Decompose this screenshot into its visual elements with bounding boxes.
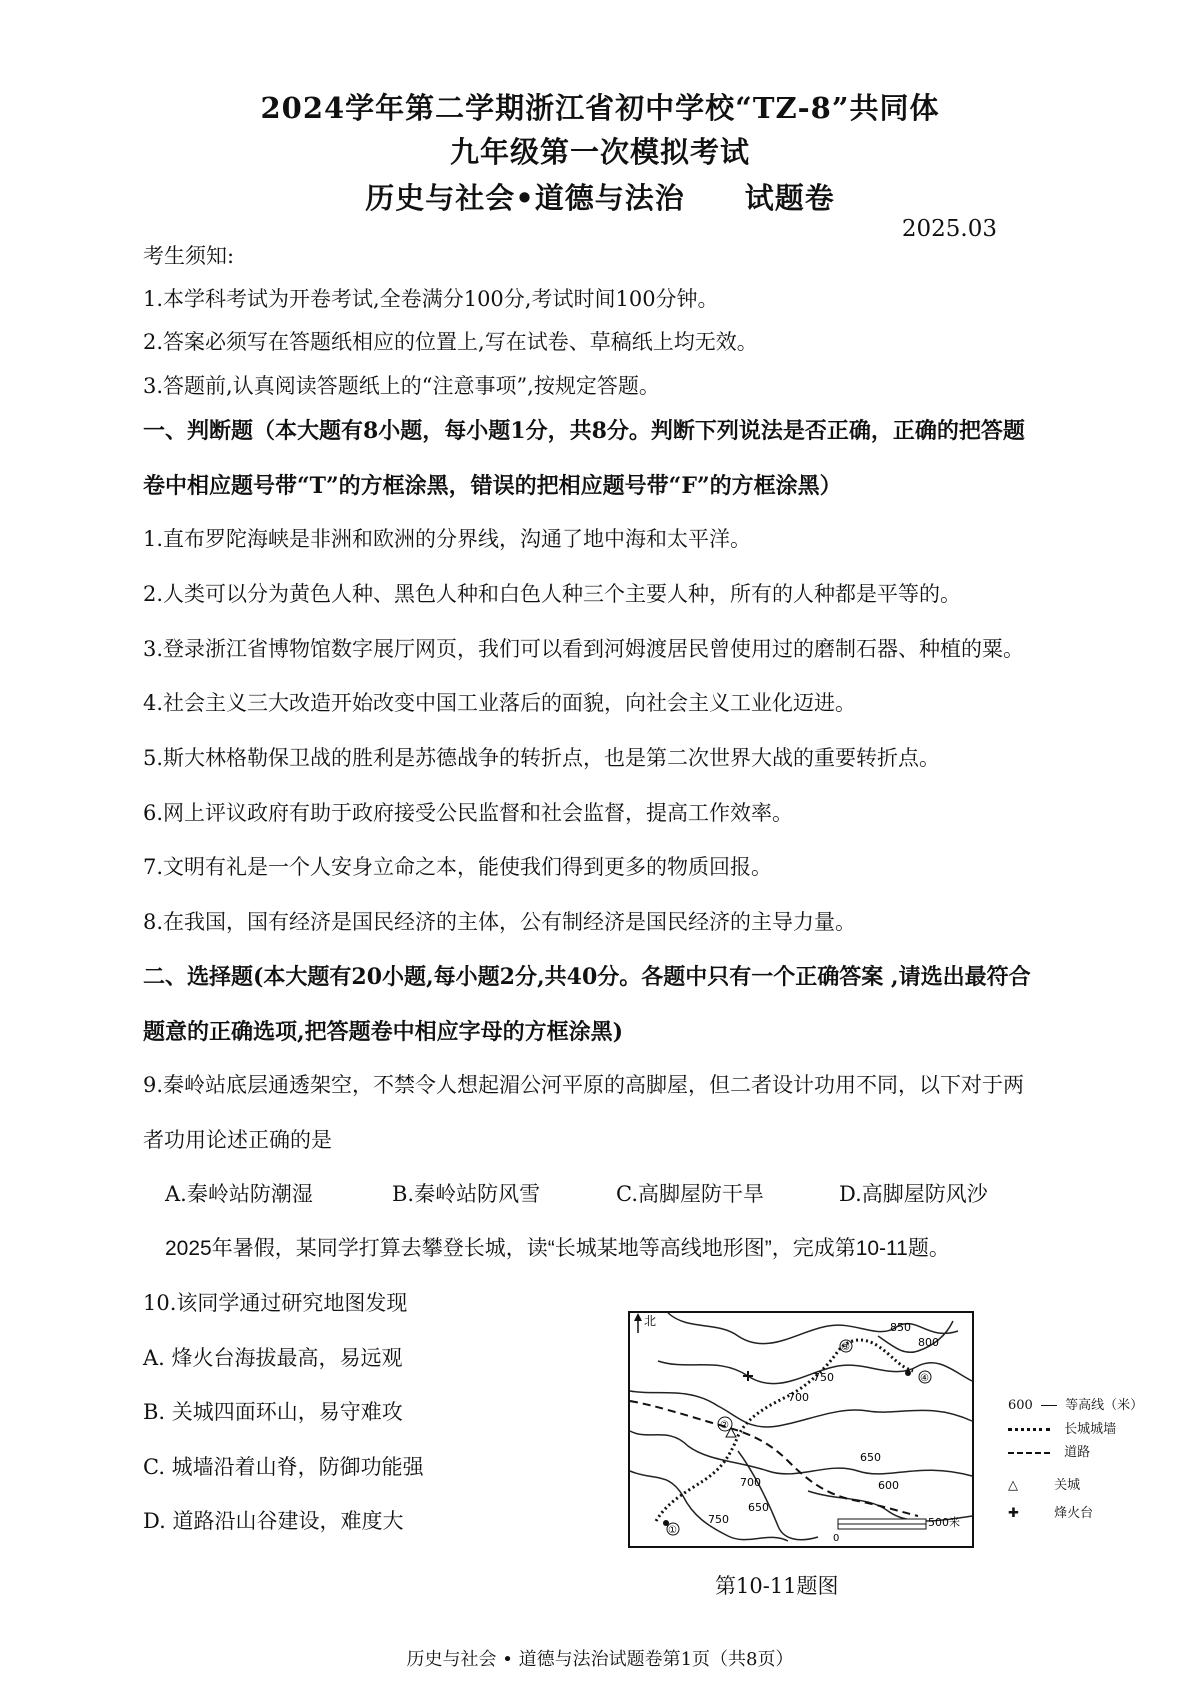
contour-value: 750 [813, 1371, 834, 1384]
notice-item: 3.答题前,认真阅读答题纸上的“注意事项”,按规定答题。 [143, 374, 660, 398]
judgement-question: 4.社会主义三大改造开始改变中国工业落后的面貌，向社会主义工业化迈进。 [143, 691, 857, 715]
contour-value: 650 [748, 1501, 769, 1514]
judgement-question: 2.人类可以分为黄色人种、黑色人种和白色人种三个主要人种，所有的人种都是平等的。 [143, 582, 962, 606]
legend-road [1008, 1441, 1090, 1460]
judgement-question: 6.网上评议政府有助于政府接受公民监督和社会监督，提高工作效率。 [143, 801, 794, 825]
exam-title-line1: 2024学年第二学期浙江省初中学校“TZ-8”共同体 [260, 91, 940, 125]
contour-value: 700 [788, 1391, 809, 1404]
judgement-question: 3.登录浙江省博物馆数字展厅网页，我们可以看到河姆渡居民曾使用过的磨制石器、种植的粟。 [143, 637, 1025, 661]
q9-stem: 9.秦岭站底层通透架空，不禁令人想起湄公河平原的高脚屋，但二者设计功用不同，以下对于两 [143, 1073, 1025, 1097]
scale-label: 500米 [928, 1516, 960, 1529]
legend-pass [1008, 1474, 1080, 1493]
map-north-label: 北 [644, 1314, 657, 1328]
legend-beacon [1008, 1502, 1093, 1521]
notice-item: 2.答案必须写在答题纸相应的位置上,写在试卷、草稿纸上均无效。 [143, 330, 758, 354]
legend-wall [1008, 1418, 1116, 1437]
scale-zero-label: 0 [833, 1533, 840, 1544]
page-footer: 历史与社会 • 道德与法治试题卷第1页（共8页） [406, 1649, 794, 1670]
contour-value: 700 [740, 1476, 761, 1489]
exam-date: 2025.03 [901, 216, 997, 242]
q10-option-d: D. 道路沿山谷建设，难度大 [143, 1509, 404, 1533]
judgement-question: 7.文明有礼是一个人安身立命之本，能使我们得到更多的物质回报。 [143, 855, 773, 879]
contour-value: 650 [860, 1451, 881, 1464]
legend-contour-line [1041, 1405, 1057, 1406]
map-caption: 第10-11题图 [715, 1574, 839, 1598]
exam-title-line2: 九年级第一次模拟考试 [449, 135, 750, 169]
pass-legend-icon: △ [1008, 1478, 1018, 1493]
legend-contour-value: 600 [1008, 1398, 1033, 1413]
q9-option-c: C.高脚屋防干旱 [616, 1182, 764, 1206]
legend-wall-line [1008, 1428, 1050, 1431]
judgement-question: 1.直布罗陀海峡是非洲和欧洲的分界线，沟通了地中海和太平洋。 [143, 527, 752, 551]
q9-option-d: D.高脚屋防风沙 [839, 1182, 988, 1206]
contour-value: 750 [708, 1513, 729, 1526]
q9-option-a: A.秦岭站防潮湿 [165, 1182, 313, 1206]
q10-option-b: B. 关城四面环山，易守难攻 [143, 1400, 403, 1424]
section2-heading: 二、选择题(本大题有20小题,每小题2分,共40分。各题中只有一个正确答案 ,请选出最符合 [143, 964, 1031, 990]
legend-beacon-label: 烽火台 [1054, 1506, 1094, 1521]
judgement-question: 5.斯大林格勒保卫战的胜利是苏德战争的转折点，也是第二次世界大战的重要转折点。 [143, 746, 941, 770]
q10-option-c: C. 城墙沿着山脊，防御功能强 [143, 1455, 424, 1479]
notice-item: 1.本学科考试为开卷考试,全卷满分100分,考试时间100分钟。 [143, 287, 719, 311]
legend-road-label: 道路 [1064, 1445, 1091, 1460]
beacon-legend-icon: ✚ [1008, 1506, 1019, 1521]
section1-heading: 一、判断题（本大题有8小题，每小题1分，共8分。判断下列说法是否正确，正确的把答题 [143, 418, 1025, 444]
q9-stem-cont: 者功用论述正确的是 [143, 1128, 332, 1152]
legend-pass-label: 关城 [1054, 1478, 1081, 1493]
point-3-label: ③ [841, 1342, 850, 1353]
exam-title-line3: 历史与社会•道德与法治 试题卷 [365, 181, 835, 215]
point-4-marker [905, 1370, 911, 1376]
legend-road-line [1008, 1452, 1050, 1454]
section1-heading-cont: 卷中相应题号带“T”的方框涂黑，错误的把相应题号带“F”的方框涂黑） [143, 473, 842, 499]
point-1-label: ① [668, 1525, 677, 1536]
q10-stem: 10.该同学通过研究地图发现 [143, 1291, 408, 1315]
section2-heading-cont: 题意的正确选项,把答题卷中相应字母的方框涂黑) [143, 1019, 624, 1045]
legend-wall-label: 长城城墙 [1064, 1422, 1117, 1437]
judgement-question: 8.在我国，国有经济是国民经济的主体，公有制经济是国民经济的主导力量。 [143, 910, 857, 934]
q9-option-b: B.秦岭站防风雪 [392, 1182, 541, 1206]
point-2-label: ② [720, 1420, 729, 1431]
q10-option-a: A. 烽火台海拔最高，易远观 [143, 1346, 403, 1370]
contour-value: 600 [878, 1479, 899, 1492]
notice-heading: 考生须知: [143, 244, 235, 268]
contour-value: 800 [918, 1336, 939, 1349]
point-4-label: ④ [920, 1373, 929, 1384]
legend-contour [1008, 1394, 1143, 1413]
legend-contour-label: 等高线（米） [1065, 1398, 1144, 1413]
q10-11-intro: 2025年暑假，某同学打算去攀登长城，读“长城某地等高线地形图”，完成第10-11题。 [165, 1237, 950, 1260]
contour-value: 850 [890, 1321, 911, 1334]
contour-map [628, 1311, 974, 1548]
